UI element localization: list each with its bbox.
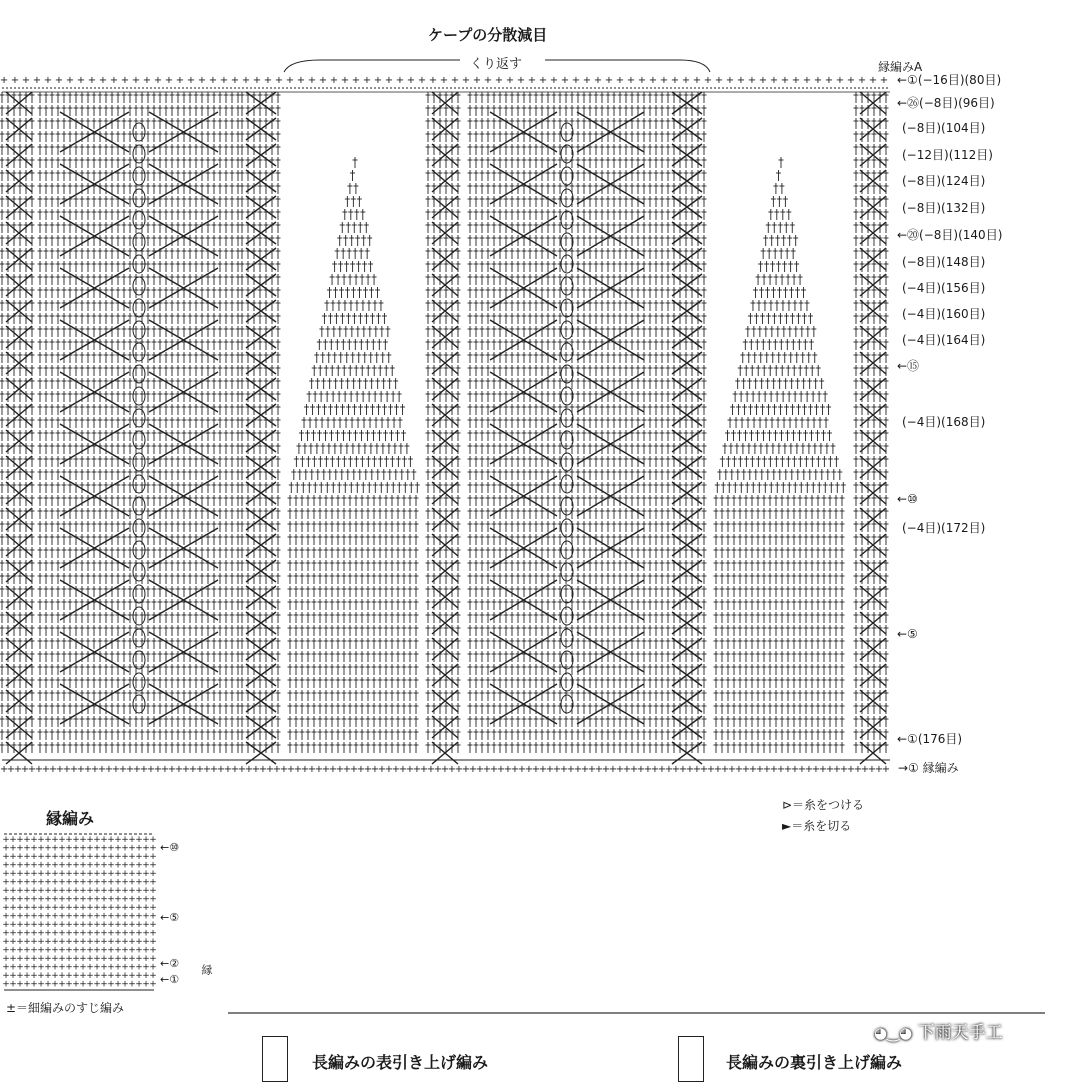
edge-symbol-note: ±＝細編みのすじ編み — [6, 999, 124, 1016]
watermark-text: 下雨天手工 — [918, 1023, 1003, 1043]
row-label: (−12目)(112目) — [902, 148, 993, 162]
stitch-column-cable — [426, 92, 461, 764]
stitch-column-panel — [468, 92, 665, 753]
back-post-symbol-icon — [678, 1036, 704, 1082]
back-post-label: 長編みの裏引き上げ編み — [726, 1050, 902, 1073]
edge-chart-title: 縁編み — [46, 806, 94, 829]
chart-title: ケープの分散減目 — [428, 24, 547, 45]
edge-row-label: ←① — [160, 973, 179, 987]
stitch-column-cable — [854, 92, 889, 764]
stitch-column-wedge — [714, 157, 846, 753]
row-label: ←⑩ — [897, 492, 918, 506]
row-label: (−8目)(132目) — [902, 201, 985, 215]
stitch-column-panel — [38, 92, 241, 753]
edge-a-label: 縁編みA — [878, 58, 922, 75]
edge-row-label: ←② — [160, 957, 179, 971]
row-label: →① 縁編み — [898, 761, 959, 775]
row-label: ←㉖(−8目)(96目) — [897, 96, 995, 110]
stitch-column-cable — [240, 92, 281, 764]
edge-side-note: 縁 — [198, 964, 214, 975]
stitch-column-cable — [0, 92, 35, 764]
row-label: (−4目)(156目) — [902, 281, 985, 295]
row-label: (−8目)(104目) — [902, 121, 985, 135]
legend-cut: ►＝糸を切る — [782, 817, 851, 834]
row-label: ←⑳(−8目)(140目) — [897, 228, 1002, 242]
stitch-column-wedge — [288, 157, 420, 753]
row-label: (−8目)(148目) — [902, 255, 985, 269]
row-label: ←①(−16目)(80目) — [897, 73, 1001, 87]
row-label: (−8目)(124目) — [902, 174, 985, 188]
edge-stitch-grid — [2, 834, 157, 990]
front-post-label: 長編みの表引き上げ編み — [312, 1050, 488, 1073]
edge-row-label: ←⑩ — [160, 841, 179, 855]
main-stitch-grid — [0, 92, 889, 764]
wechat-icon: ◕‿◕ — [874, 1024, 912, 1042]
edge-row-label: ←⑤ — [160, 911, 179, 925]
front-post-symbol-icon — [262, 1036, 288, 1082]
row-label: ←⑮ — [897, 359, 919, 373]
row-label: ←⑤ — [897, 627, 918, 641]
row-label: (−4目)(164目) — [902, 333, 985, 347]
row-label: (−4目)(168目) — [902, 415, 985, 429]
stitch-column-cable — [666, 92, 707, 764]
watermark — [874, 1018, 1003, 1043]
row-label: (−4目)(160目) — [902, 307, 985, 321]
repeat-label: くり返す — [470, 53, 522, 72]
row-label: ←①(176目) — [897, 732, 962, 746]
row-label: (−4目)(172目) — [902, 521, 985, 535]
legend-attach: ⊳＝糸をつける — [782, 796, 864, 813]
